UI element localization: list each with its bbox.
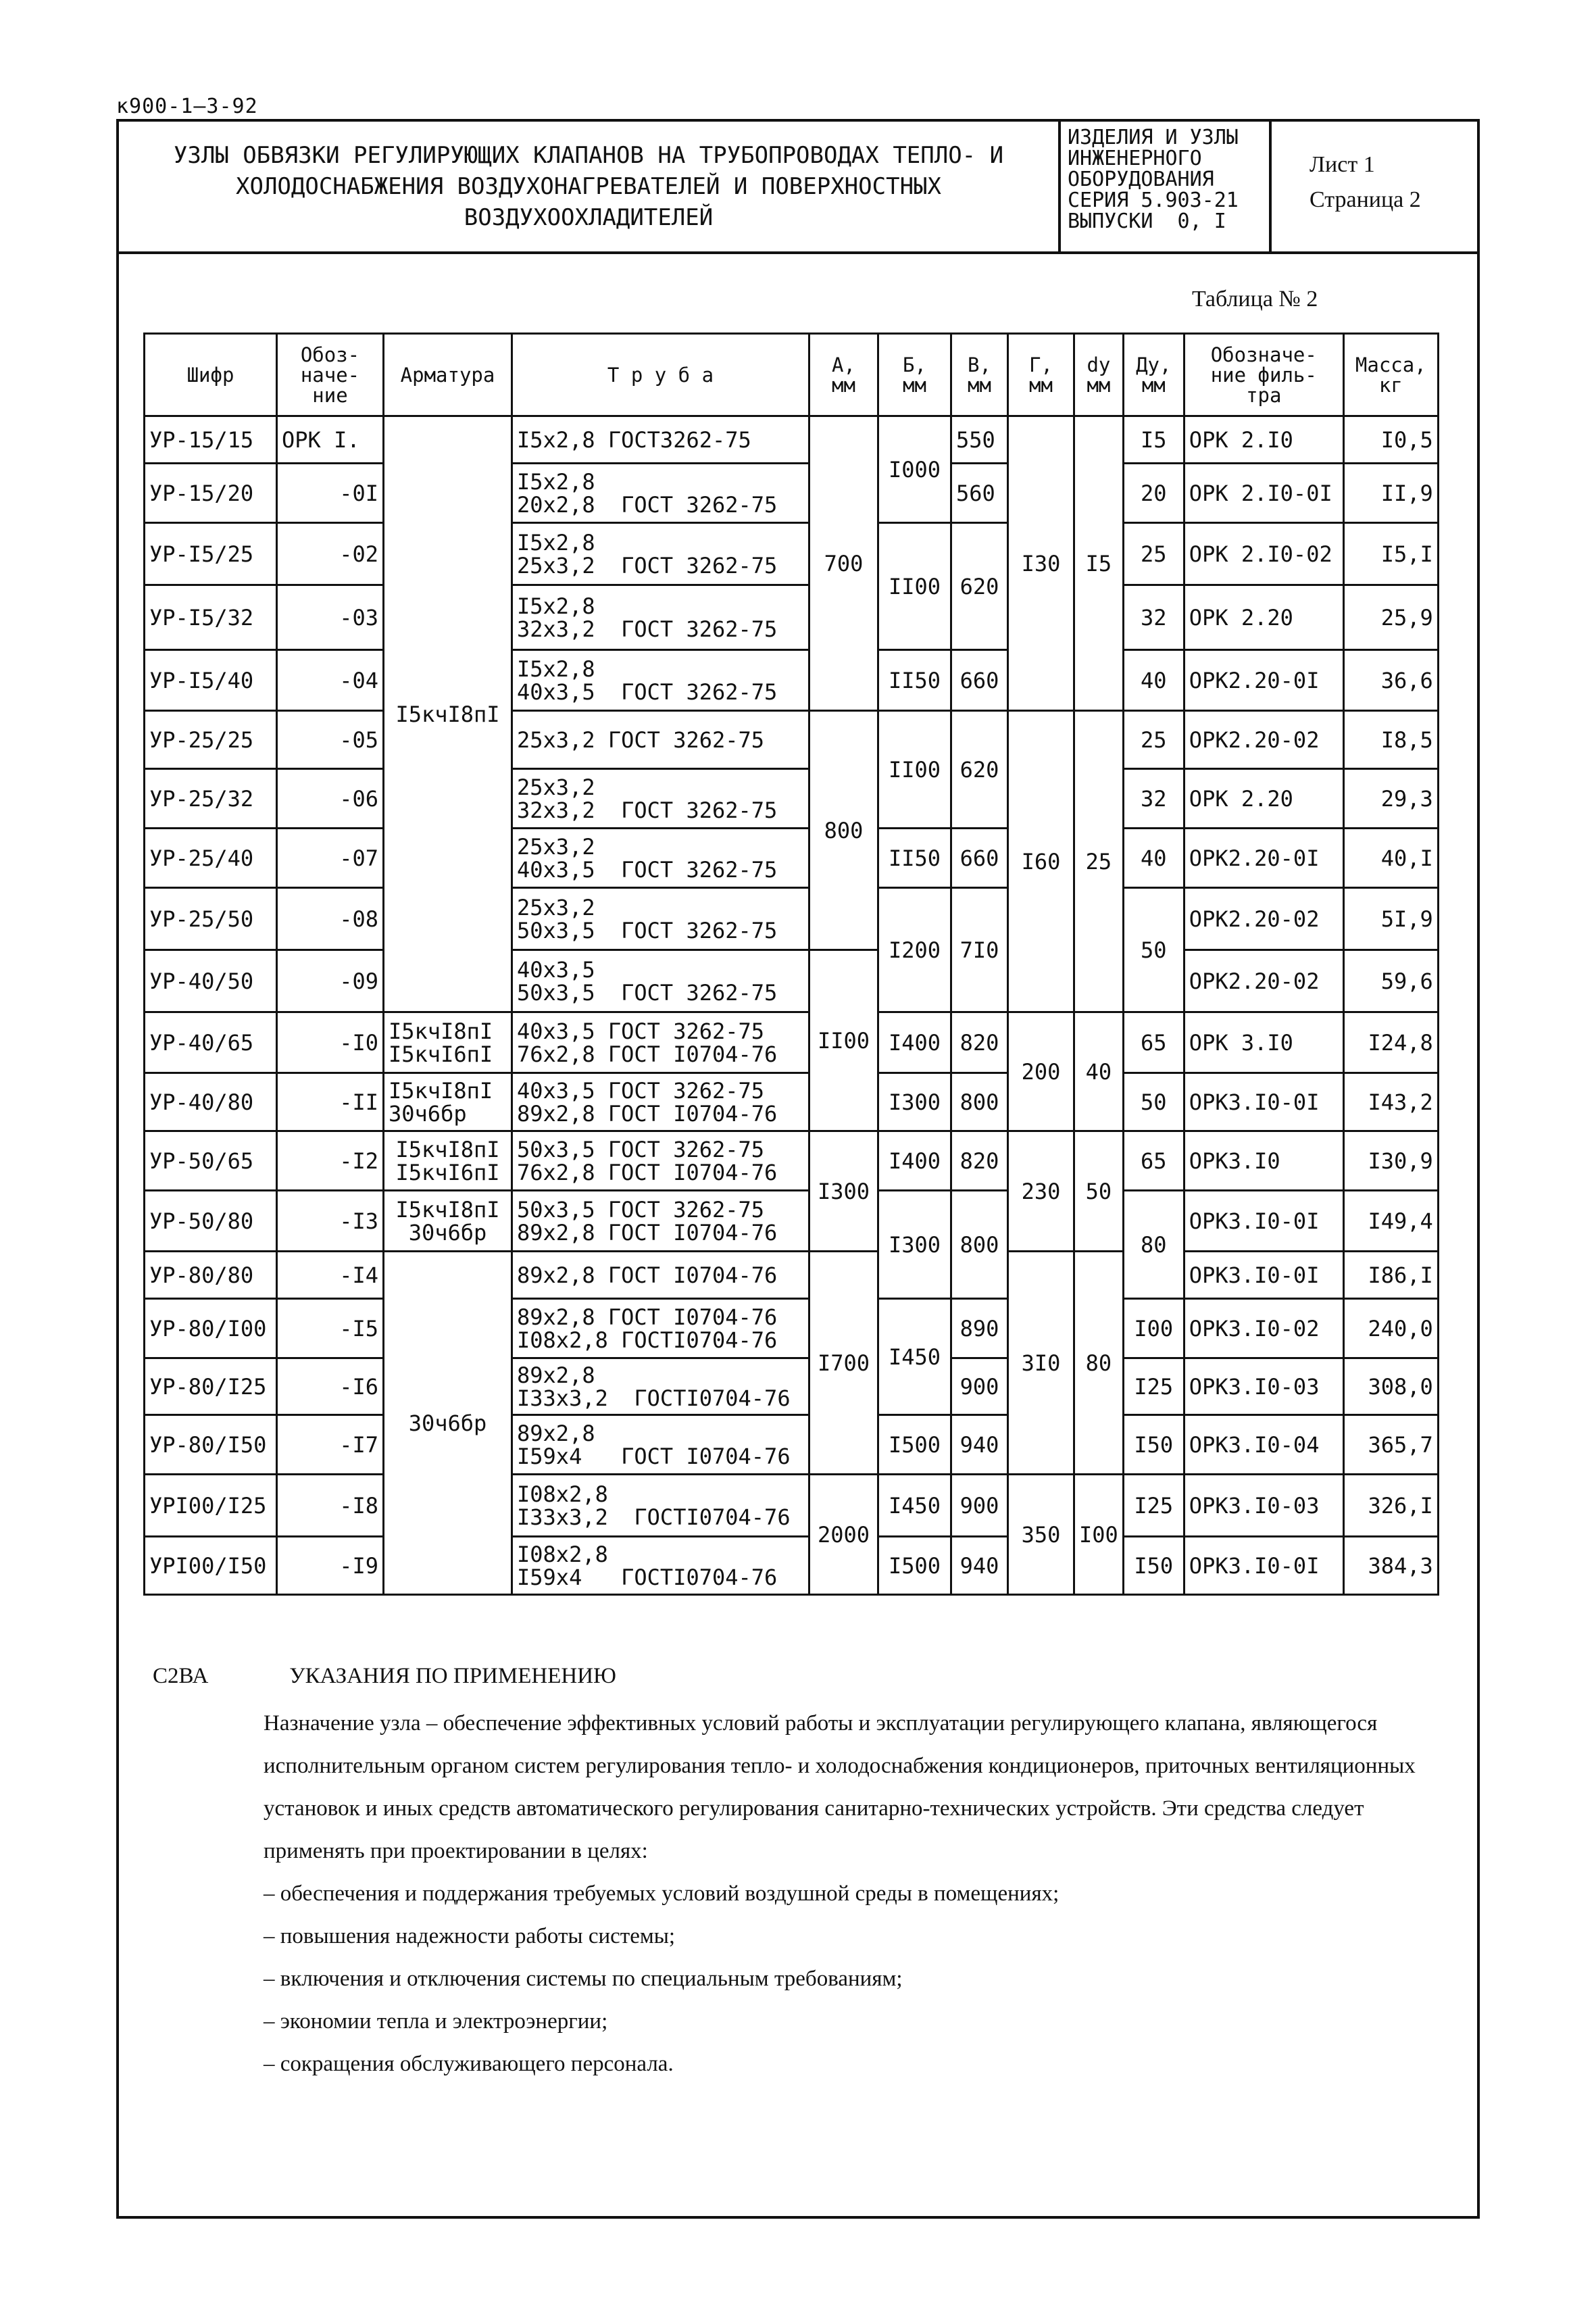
col-dy: Ду, мм (1123, 334, 1184, 416)
cell-mass: 240,0 (1343, 1299, 1438, 1358)
cell-v: 940 (951, 1415, 1008, 1475)
table-row (145, 1073, 1439, 1131)
cell-code: УР-15/20 (145, 464, 277, 523)
cell-designation: -04 (277, 650, 384, 711)
cell-v: 550 (951, 416, 1008, 464)
cell-b-merged: II00 (878, 711, 951, 829)
cell-filter: ОРК3.I0-03 (1184, 1475, 1343, 1537)
cell-mass: 308,0 (1343, 1358, 1438, 1415)
cell-filter: ОРК 2.20 (1184, 769, 1343, 829)
table-header-row (145, 334, 1439, 416)
list-item: – повышения надежности работы системы; (264, 1924, 676, 1948)
cell-v: 820 (951, 1012, 1008, 1073)
cell-b: I450 (878, 1475, 951, 1537)
col-v: В, мм (951, 334, 1008, 416)
cell-dy: 32 (1123, 585, 1184, 650)
cell-dys-merged: I00 (1074, 1475, 1124, 1595)
cell-dys-merged: I5 (1074, 416, 1124, 711)
cell-filter: ОРК3.I0-03 (1184, 1358, 1343, 1415)
notes-label: С2ВА (153, 1664, 209, 1688)
table-row (145, 829, 1439, 888)
cell-code: УР-80/I25 (145, 1358, 277, 1415)
table-row (145, 711, 1439, 769)
cell-pipe: I5x2,8 25x3,2 ГОСТ 3262-75 (512, 523, 809, 585)
cell-dy: 40 (1123, 829, 1184, 888)
table-row (145, 769, 1439, 829)
cell-dy: I25 (1123, 1475, 1184, 1537)
cell-code: УР-15/15 (145, 416, 277, 464)
list-item: – включения и отключения системы по специальным требованиям; (264, 1967, 903, 1991)
col-designation: Обоз- наче- ние (277, 334, 384, 416)
table-row (145, 1537, 1439, 1595)
cell-filter: ОРК3.I0-0I (1184, 1073, 1343, 1131)
cell-mass: 5I,9 (1343, 888, 1438, 950)
cell-mass: 365,7 (1343, 1415, 1438, 1475)
cell-dy: 65 (1123, 1012, 1184, 1073)
cell-b-merged: I300 (878, 1191, 951, 1299)
cell-g-merged: 3I0 (1008, 1252, 1074, 1475)
cell-mass: I86,I (1343, 1252, 1438, 1299)
cell-designation: -I5 (277, 1299, 384, 1358)
cell-mass: I24,8 (1343, 1012, 1438, 1073)
cell-code: УРI00/I50 (145, 1537, 277, 1595)
cell-filter: ОРК2.20-02 (1184, 711, 1343, 769)
cell-designation: -08 (277, 888, 384, 950)
cell-dys-merged: 80 (1074, 1252, 1124, 1475)
cell-v-merged: 800 (951, 1191, 1008, 1299)
cell-v: 800 (951, 1073, 1008, 1131)
cell-pipe: 89x2,8 ГОСТ I0704-76 I08x2,8 ГОСТI0704-76 (512, 1299, 809, 1358)
cell-filter: ОРК 2.I0 (1184, 416, 1343, 464)
cell-a-merged: I700 (809, 1252, 878, 1475)
table-row (145, 1252, 1439, 1299)
cell-pipe: 89x2,8 I33x3,2 ГОСТI0704-76 (512, 1358, 809, 1415)
cell-mass: I8,5 (1343, 711, 1438, 769)
cell-v-merged: 7I0 (951, 888, 1008, 1012)
cell-v-merged: 890 (951, 1299, 1008, 1358)
table-row (145, 950, 1439, 1012)
cell-pipe: 25x3,2 50x3,5 ГОСТ 3262-75 (512, 888, 809, 950)
cell-designation: -I6 (277, 1358, 384, 1415)
cell-v: 900 (951, 1475, 1008, 1537)
col-dy-small: dу мм (1074, 334, 1124, 416)
col-filter: Обозначе- ние филь- тра (1184, 334, 1343, 416)
cell-designation: ОРК I. (277, 416, 384, 464)
cell-designation: -I3 (277, 1191, 384, 1252)
cell-designation: -I0 (277, 1012, 384, 1073)
cell-dys-merged: 25 (1074, 711, 1124, 1012)
cell-pipe: 89x2,8 ГОСТ I0704-76 (512, 1252, 809, 1299)
cell-code: УР-I5/40 (145, 650, 277, 711)
cell-filter: ОРК 2.I0-02 (1184, 523, 1343, 585)
col-fittings: Арматура (384, 334, 512, 416)
cell-filter: ОРК2.20-02 (1184, 950, 1343, 1012)
cell-mass: I5,I (1343, 523, 1438, 585)
specification-table (143, 333, 1439, 1596)
cell-dy: I25 (1123, 1358, 1184, 1415)
cell-b: I400 (878, 1012, 951, 1073)
cell-pipe: 25x3,2 40x3,5 ГОСТ 3262-75 (512, 829, 809, 888)
cell-pipe: I5x2,8 ГОСТ3262-75 (512, 416, 809, 464)
cell-dy: 50 (1123, 1073, 1184, 1131)
cell-code: УР-25/25 (145, 711, 277, 769)
cell-pipe: 40x3,5 50x3,5 ГОСТ 3262-75 (512, 950, 809, 1012)
cell-pipe: 25x3,2 32x3,2 ГОСТ 3262-75 (512, 769, 809, 829)
table-row (145, 1415, 1439, 1475)
cell-dy-merged: 50 (1123, 888, 1184, 1012)
cell-mass: II,9 (1343, 464, 1438, 523)
cell-b: II50 (878, 650, 951, 711)
cell-b: I500 (878, 1415, 951, 1475)
table-row (145, 1299, 1439, 1358)
table-row (145, 523, 1439, 585)
list-item: – обеспечения и поддержания требуемых условий воздушной среды в помещениях; (264, 1881, 1059, 1906)
cell-designation: -06 (277, 769, 384, 829)
table-row (145, 464, 1439, 523)
cell-designation: -I9 (277, 1537, 384, 1595)
cell-filter: ОРК3.I0 (1184, 1131, 1343, 1191)
cell-designation: -I7 (277, 1415, 384, 1475)
document-title: УЗЛЫ ОБВЯЗКИ РЕГУЛИРУЮЩИХ КЛАПАНОВ НА ТРУБОПРОВОДАХ ТЕПЛО- И ХОЛОДОСНАБЖЕНИЯ ВОЗДУХОНАГРЕВАТЕЛЕЙ И ПОВЕРХНОСТНЫХ ВОЗДУХООХЛАДИТЕЛЕЙ (119, 122, 1061, 251)
cell-dy: 25 (1123, 711, 1184, 769)
cell-b: I500 (878, 1537, 951, 1595)
cell-designation: -03 (277, 585, 384, 650)
cell-b-merged: I000 (878, 416, 951, 523)
cell-code: УР-I5/25 (145, 523, 277, 585)
cell-filter: ОРК3.I0-0I (1184, 1537, 1343, 1595)
cell-mass: 59,6 (1343, 950, 1438, 1012)
cell-code: УР-80/80 (145, 1252, 277, 1299)
cell-pipe: 50x3,5 ГОСТ 3262-75 89x2,8 ГОСТ I0704-76 (512, 1191, 809, 1252)
table-row (145, 1475, 1439, 1537)
cell-code: УР-25/40 (145, 829, 277, 888)
cell-pipe: I5x2,8 40x3,5 ГОСТ 3262-75 (512, 650, 809, 711)
cell-dy: 65 (1123, 1131, 1184, 1191)
cell-filter: ОРК3.I0-0I (1184, 1191, 1343, 1252)
cell-mass: 36,6 (1343, 650, 1438, 711)
table-row (145, 416, 1439, 464)
cell-v: 820 (951, 1131, 1008, 1191)
cell-g-merged: I60 (1008, 711, 1074, 1012)
cell-pipe: I5x2,8 20x2,8 ГОСТ 3262-75 (512, 464, 809, 523)
cell-g-merged: I30 (1008, 416, 1074, 711)
cell-dy: I50 (1123, 1415, 1184, 1475)
cell-code: УР-80/I00 (145, 1299, 277, 1358)
cell-a-merged: 700 (809, 416, 878, 711)
cell-v: 660 (951, 829, 1008, 888)
cell-designation: -05 (277, 711, 384, 769)
cell-b-merged: I200 (878, 888, 951, 1012)
cell-b-merged: I450 (878, 1299, 951, 1415)
cell-b: II50 (878, 829, 951, 888)
usage-notes (153, 1664, 1450, 2086)
title-block (119, 122, 1477, 254)
cell-mass: 29,3 (1343, 769, 1438, 829)
document-code: к900-1—3-92 (116, 95, 258, 118)
sheet-info (1272, 122, 1477, 251)
cell-designation: -II (277, 1073, 384, 1131)
cell-mass: 25,9 (1343, 585, 1438, 650)
table-row (145, 1012, 1439, 1073)
cell-dy-merged: 80 (1123, 1191, 1184, 1299)
cell-fittings-merged: 30ч6бр (384, 1252, 512, 1595)
cell-dy: 32 (1123, 769, 1184, 829)
cell-fittings-merged: I5кчI8пI (384, 416, 512, 1012)
sheet-number: Лист 1 (1310, 152, 1375, 177)
cell-mass: I0,5 (1343, 416, 1438, 464)
cell-designation: -I4 (277, 1252, 384, 1299)
cell-designation: -07 (277, 829, 384, 888)
table-row (145, 1191, 1439, 1252)
col-pipe: Т р у б а (512, 334, 809, 416)
page-number: Страница 2 (1310, 187, 1421, 212)
notes-paragraph: Назначение узла – обеспечение эффективных условий работы и эксплуатации регулирующего клапана, являющегося исполнительным органом систем регулирования тепло- и холодоснабжения кондиционеров, приточных вентиляционных установок и иных средств автоматического регулирования санитарно-технических устройств. Эти средства следует применять при проектировании в целях: (264, 1711, 1416, 1863)
cell-g-merged: 350 (1008, 1475, 1074, 1595)
cell-dy: 40 (1123, 650, 1184, 711)
cell-g: 200 (1008, 1012, 1074, 1131)
cell-code: УРI00/I25 (145, 1475, 277, 1537)
cell-dy: 25 (1123, 523, 1184, 585)
cell-fittings: I5кчI8пI I5кчI6пI (384, 1131, 512, 1191)
cell-filter: ОРК3.I0-0I (1184, 1252, 1343, 1299)
cell-dys: 40 (1074, 1012, 1124, 1131)
cell-fittings: I5кчI8пI 30ч6бр (384, 1073, 512, 1131)
cell-designation: -02 (277, 523, 384, 585)
cell-dys-merged: 50 (1074, 1131, 1124, 1252)
cell-filter: ОРК 2.I0-0I (1184, 464, 1343, 523)
cell-v: 660 (951, 650, 1008, 711)
cell-v-merged: 620 (951, 523, 1008, 650)
col-b: Б, мм (878, 334, 951, 416)
cell-v: 560 (951, 464, 1008, 523)
cell-code: УР-I5/32 (145, 585, 277, 650)
cell-filter: ОРК2.20-0I (1184, 650, 1343, 711)
cell-filter: ОРК 2.20 (1184, 585, 1343, 650)
series-info: ИЗДЕЛИЯ И УЗЛЫ ИНЖЕНЕРНОГО ОБОРУДОВАНИЯ СЕРИЯ 5.903-21 ВЫПУСКИ 0, I (1061, 122, 1272, 251)
cell-v: 940 (951, 1537, 1008, 1595)
col-g: Г, мм (1008, 334, 1074, 416)
table-row (145, 1358, 1439, 1415)
cell-designation: -0I (277, 464, 384, 523)
cell-fittings: I5кчI8пI I5кчI6пI (384, 1012, 512, 1073)
cell-code: УР-40/50 (145, 950, 277, 1012)
cell-designation: -I2 (277, 1131, 384, 1191)
cell-filter: ОРК3.I0-04 (1184, 1415, 1343, 1475)
cell-filter: ОРК3.I0-02 (1184, 1299, 1343, 1358)
notes-heading: УКАЗАНИЯ ПО ПРИМЕНЕНИЮ (289, 1664, 616, 1688)
cell-dy: I00 (1123, 1299, 1184, 1358)
cell-b: I400 (878, 1131, 951, 1191)
col-mass: Масса, кг (1343, 334, 1438, 416)
table-caption: Таблица № 2 (1192, 287, 1318, 312)
cell-a-merged: 800 (809, 711, 878, 950)
table-row (145, 650, 1439, 711)
cell-pipe: I08x2,8 I59x4 ГОСТI0704-76 (512, 1537, 809, 1595)
table-row (145, 1131, 1439, 1191)
cell-code: УР-50/65 (145, 1131, 277, 1191)
list-item: – сокращения обслуживающего персонала. (264, 2052, 674, 2076)
cell-filter: ОРК2.20-02 (1184, 888, 1343, 950)
list-item: – экономии тепла и электроэнергии; (264, 2009, 608, 2034)
cell-mass: 326,I (1343, 1475, 1438, 1537)
cell-mass: 40,I (1343, 829, 1438, 888)
col-a: А, мм (809, 334, 878, 416)
table-row (145, 585, 1439, 650)
cell-code: УР-40/80 (145, 1073, 277, 1131)
cell-b: I300 (878, 1073, 951, 1131)
cell-a: II00 (809, 950, 878, 1131)
cell-mass: 384,3 (1343, 1537, 1438, 1595)
cell-pipe: I5x2,8 32x3,2 ГОСТ 3262-75 (512, 585, 809, 650)
table-row (145, 888, 1439, 950)
cell-code: УР-80/I50 (145, 1415, 277, 1475)
cell-mass: I30,9 (1343, 1131, 1438, 1191)
notes-header (153, 1664, 1450, 1689)
cell-g-merged: 230 (1008, 1131, 1074, 1252)
cell-b-merged: II00 (878, 523, 951, 650)
cell-pipe: 40x3,5 ГОСТ 3262-75 76x2,8 ГОСТ I0704-76 (512, 1012, 809, 1073)
cell-pipe: 50x3,5 ГОСТ 3262-75 76x2,8 ГОСТ I0704-76 (512, 1131, 809, 1191)
cell-v-merged: 620 (951, 711, 1008, 829)
cell-filter: ОРК2.20-0I (1184, 829, 1343, 888)
cell-code: УР-25/50 (145, 888, 277, 950)
cell-dy: I50 (1123, 1537, 1184, 1595)
cell-pipe: 89x2,8 I59x4 ГОСТ I0704-76 (512, 1415, 809, 1475)
cell-designation: -09 (277, 950, 384, 1012)
cell-a-merged: I300 (809, 1131, 878, 1252)
cell-code: УР-40/65 (145, 1012, 277, 1073)
cell-dy: I5 (1123, 416, 1184, 464)
cell-code: УР-50/80 (145, 1191, 277, 1252)
cell-dy: 20 (1123, 464, 1184, 523)
cell-fittings: I5кчI8пI 30ч6бр (384, 1191, 512, 1252)
cell-mass: I49,4 (1343, 1191, 1438, 1252)
cell-mass: I43,2 (1343, 1073, 1438, 1131)
cell-v: 900 (951, 1358, 1008, 1415)
col-code: Шифр (145, 334, 277, 416)
cell-code: УР-25/32 (145, 769, 277, 829)
cell-designation: -I8 (277, 1475, 384, 1537)
cell-filter: ОРК 3.I0 (1184, 1012, 1343, 1073)
cell-pipe: 40x3,5 ГОСТ 3262-75 89x2,8 ГОСТ I0704-76 (512, 1073, 809, 1131)
cell-a-merged: 2000 (809, 1475, 878, 1595)
notes-list (153, 1873, 1450, 2086)
cell-pipe: I08x2,8 I33x3,2 ГОСТI0704-76 (512, 1475, 809, 1537)
cell-pipe: 25x3,2 ГОСТ 3262-75 (512, 711, 809, 769)
